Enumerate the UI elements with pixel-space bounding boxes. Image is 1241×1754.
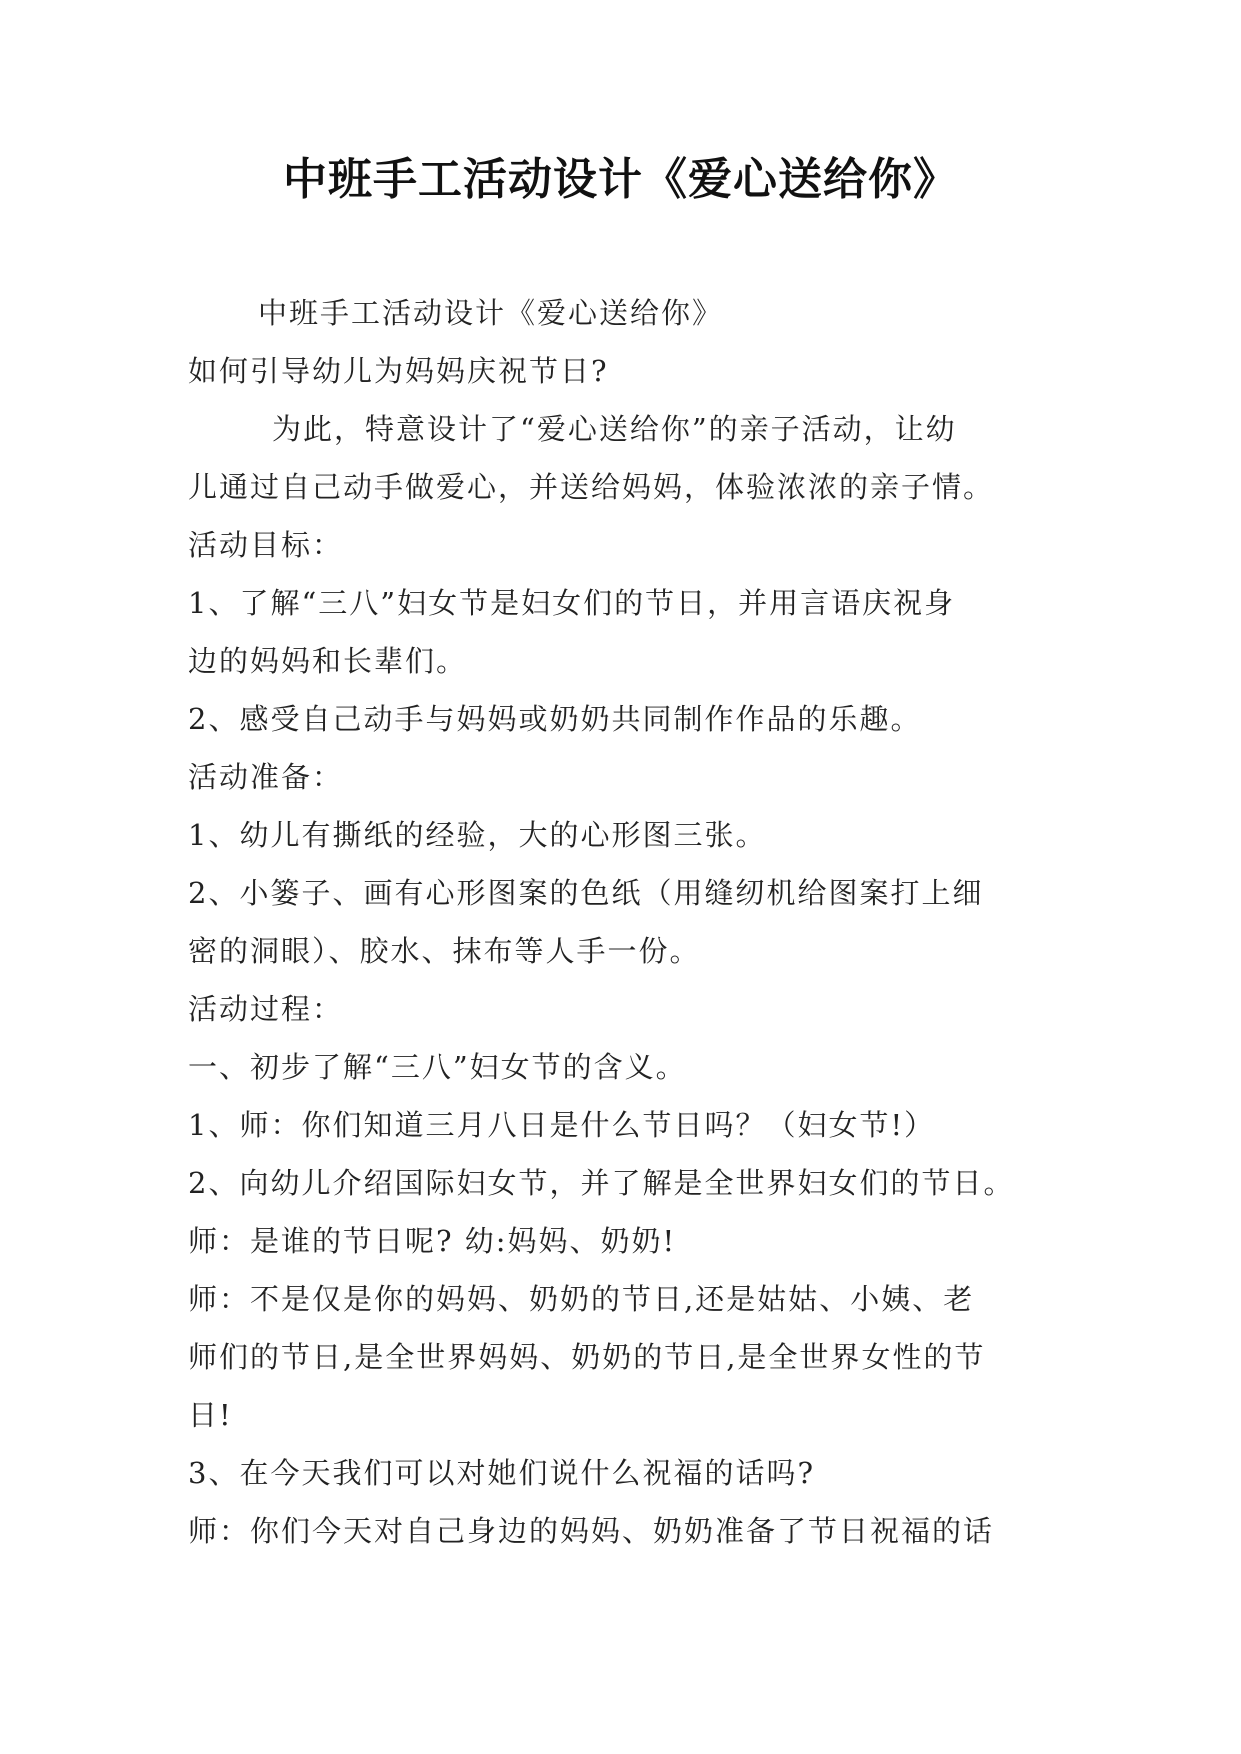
list-item: 2、向幼儿介绍国际妇女节，并了解是全世界妇女们的节日。 xyxy=(188,1166,1015,1200)
list-item: 2、感受自己动手与妈妈或奶奶共同制作作品的乐趣。 xyxy=(188,702,922,736)
paragraph-line: 边的妈妈和长辈们。 xyxy=(188,644,468,678)
list-item: 2、小篓子、画有心形图案的色纸（用缝纫机给图案打上细 xyxy=(188,876,984,910)
section-heading: 活动目标： xyxy=(188,528,344,562)
paragraph-line: 一、初步了解“三八”妇女节的含义。 xyxy=(188,1050,687,1084)
paragraph-line: 密的洞眼）、胶水、抹布等人手一份。 xyxy=(188,934,701,968)
paragraph-line: 儿通过自己动手做爱心，并送给妈妈，体验浓浓的亲子情。 xyxy=(188,470,995,504)
section-heading: 活动过程： xyxy=(188,992,344,1026)
list-item: 1、师：你们知道三月八日是什么节日吗？（妇女节!） xyxy=(188,1108,936,1142)
paragraph-line: 如何引导幼儿为妈妈庆祝节日? xyxy=(188,354,609,388)
document-title: 中班手工活动设计《爱心送给你》 xyxy=(283,154,958,205)
paragraph-line: 师：是谁的节日呢? 幼:妈妈、奶奶! xyxy=(188,1224,677,1258)
list-item: 1、了解“三八”妇女节是妇女们的节日，并用言语庆祝身 xyxy=(188,586,956,620)
paragraph-line: 日! xyxy=(188,1398,233,1432)
paragraph-line: 师们的节日,是全世界妈妈、奶奶的节日,是全世界女性的节 xyxy=(188,1340,986,1374)
section-heading: 活动准备： xyxy=(188,760,344,794)
list-item: 1、幼儿有撕纸的经验，大的心形图三张。 xyxy=(188,818,767,852)
paragraph-line: 中班手工活动设计《爱心送给你》 xyxy=(258,296,724,330)
list-item: 3、在今天我们可以对她们说什么祝福的话吗? xyxy=(188,1456,815,1490)
document-body xyxy=(188,284,1068,1560)
paragraph-line: 师：你们今天对自己身边的妈妈、奶奶准备了节日祝福的话 xyxy=(188,1514,995,1548)
paragraph-line: 为此，特意设计了“爱心送给你”的亲子活动，让幼 xyxy=(272,412,957,446)
paragraph-line: 师：不是仅是你的妈妈、奶奶的节日,还是姑姑、小姨、老 xyxy=(188,1282,975,1316)
